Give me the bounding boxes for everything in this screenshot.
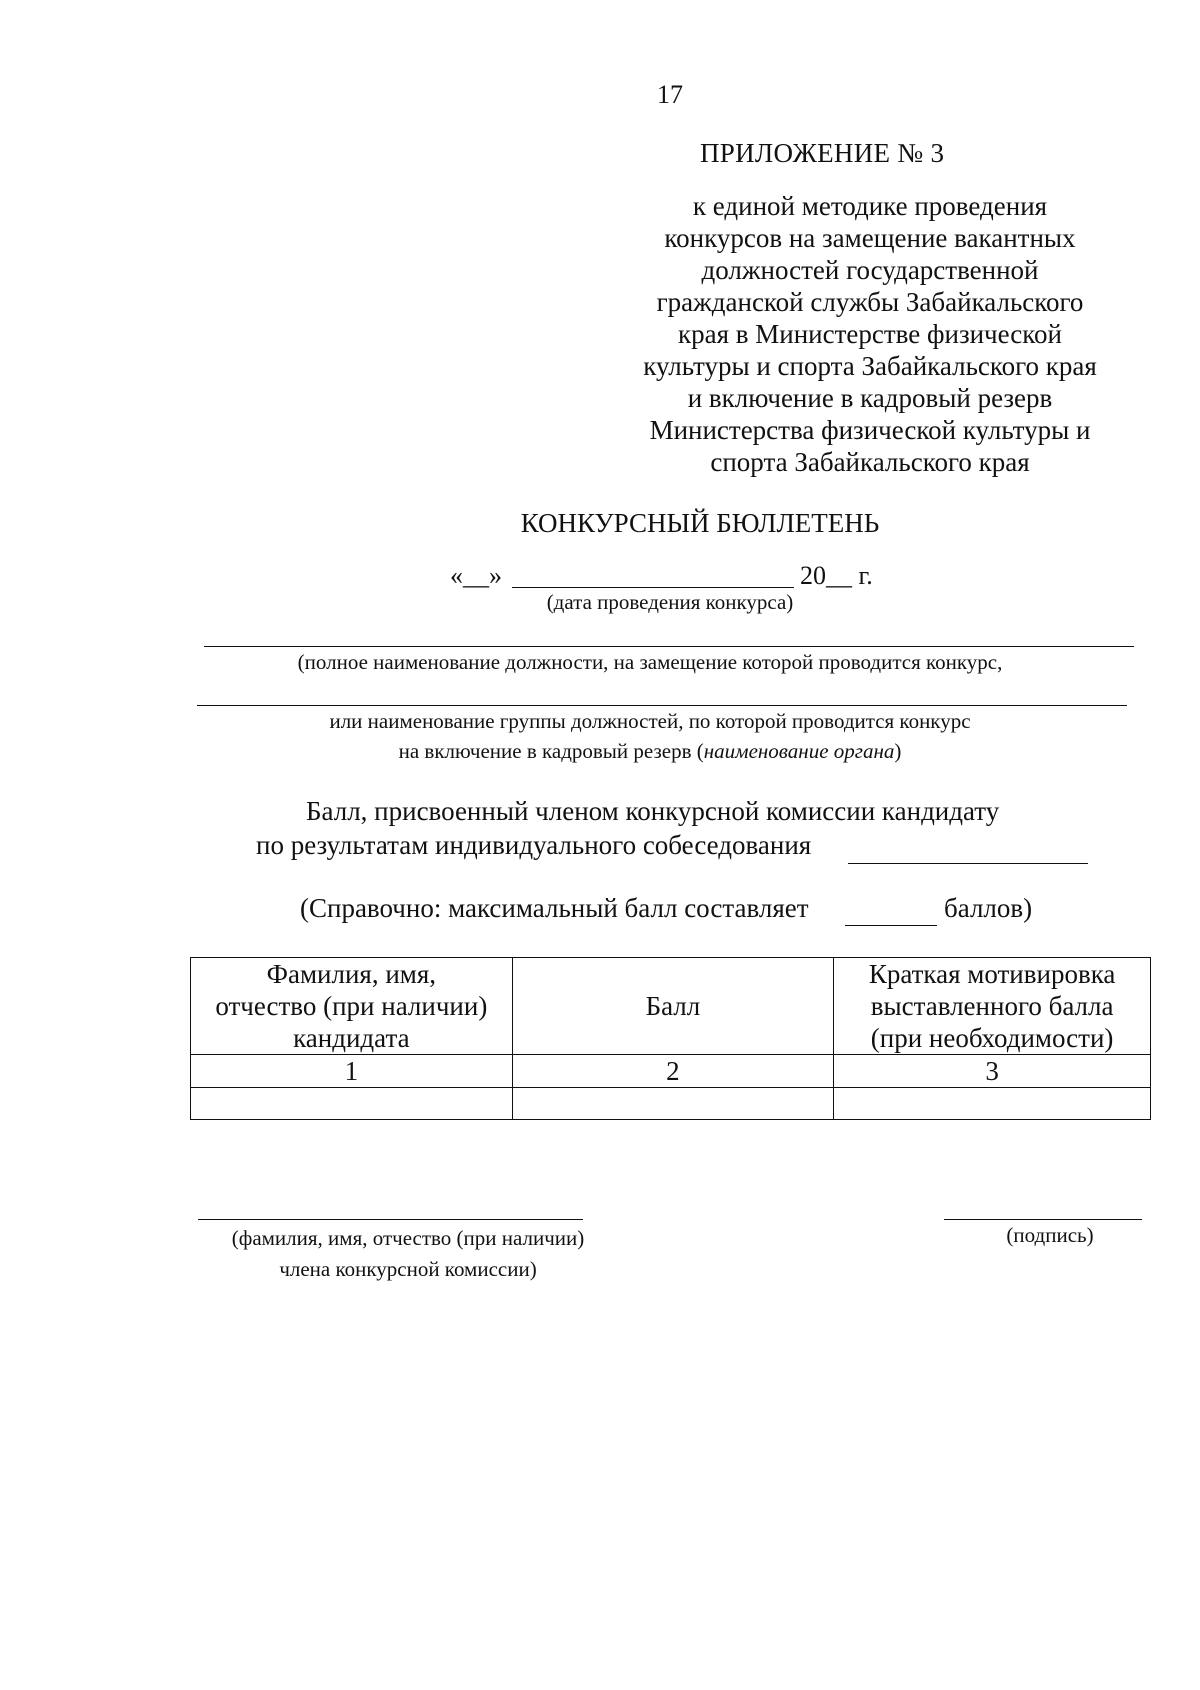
max-score-unit: баллов) [944, 893, 1033, 923]
reserve-caption-close: ) [894, 739, 902, 763]
header-line: Балл [645, 991, 701, 1021]
appendix-subtitle-line: Министерства физической культуры и [649, 415, 1091, 445]
max-score-text: (Справочно: максимальный балл составляет [300, 893, 809, 923]
column-number: 3 [834, 1055, 1151, 1088]
appendix-subtitle-line: конкурсов на замещение вакантных [664, 223, 1076, 253]
signer-caption-line: (фамилия, имя, отчество (при наличии) [231, 1226, 585, 1250]
appendix-subtitle-line: к единой методике проведения [692, 191, 1048, 221]
header-line: выставленного балла [870, 991, 1114, 1021]
header-line: (при необходимости) [870, 1023, 1114, 1053]
signature-blank [944, 1219, 1142, 1220]
column-number: 1 [191, 1055, 513, 1088]
score-statement-line: по результатам индивидуального собеседования [256, 830, 812, 860]
score-cell[interactable] [512, 1088, 834, 1120]
page-number: 17 [657, 80, 683, 109]
signer-name-blank [198, 1219, 583, 1220]
position-group-blank [197, 705, 1127, 706]
group-caption: или наименование группы должностей, по которой проводится конкурс [329, 709, 971, 733]
signer-caption [198, 1223, 618, 1285]
score-table [190, 957, 1151, 1120]
date-caption: (дата проведения конкурса) [546, 590, 794, 614]
authority-name-hint: наименование органа [703, 739, 895, 763]
date-month-blank [512, 587, 794, 588]
header-motivation [834, 958, 1151, 1055]
header-line: кандидата [293, 1023, 410, 1053]
position-name-blank [204, 646, 1134, 647]
date-year-field: 20__ г. [800, 561, 873, 590]
reserve-caption-text: на включение в кадровый резерв ( [398, 739, 704, 763]
appendix-subtitle-line: культуры и спорта Забайкальского края [643, 351, 1097, 381]
appendix-subtitle-line: края в Министерстве физической [678, 319, 1062, 349]
score-statement-line: Балл, присвоенный членом конкурсной комиссии кандидату [306, 796, 1000, 826]
table-row [191, 1088, 1151, 1120]
signer-caption-line: члена конкурсной комиссии) [279, 1257, 537, 1281]
header-line: Краткая мотивировка [868, 959, 1116, 989]
reserve-caption [200, 739, 1100, 764]
max-score-blank [845, 925, 937, 926]
score-blank [848, 863, 1088, 864]
appendix-subtitle-line: спорта Забайкальского края [710, 447, 1030, 477]
motivation-cell[interactable] [834, 1088, 1151, 1120]
table-header-row [191, 958, 1151, 1055]
candidate-name-cell[interactable] [191, 1088, 513, 1120]
header-line: Фамилия, имя, [266, 959, 437, 989]
appendix-subtitle-line: должностей государственной [701, 255, 1039, 285]
appendix-subtitle [620, 190, 1120, 478]
header-candidate-name [191, 958, 513, 1055]
position-caption: (полное наименование должности, на замещение которой проводится конкурс, [297, 650, 1003, 674]
appendix-title: ПРИЛОЖЕНИЕ № 3 [700, 138, 945, 168]
date-day-field: «__» [450, 561, 502, 590]
header-line: отчество (при наличии) [215, 991, 488, 1021]
column-number: 2 [512, 1055, 834, 1088]
appendix-subtitle-line: гражданской службы Забайкальского [656, 287, 1084, 317]
header-score [512, 958, 834, 1055]
table-row [191, 1055, 1151, 1088]
bulletin-title: КОНКУРСНЫЙ БЮЛЛЕТЕНЬ [520, 508, 880, 538]
appendix-subtitle-line: и включение в кадровый резерв [687, 383, 1053, 413]
signature-caption: (подпись) [1006, 1223, 1094, 1247]
